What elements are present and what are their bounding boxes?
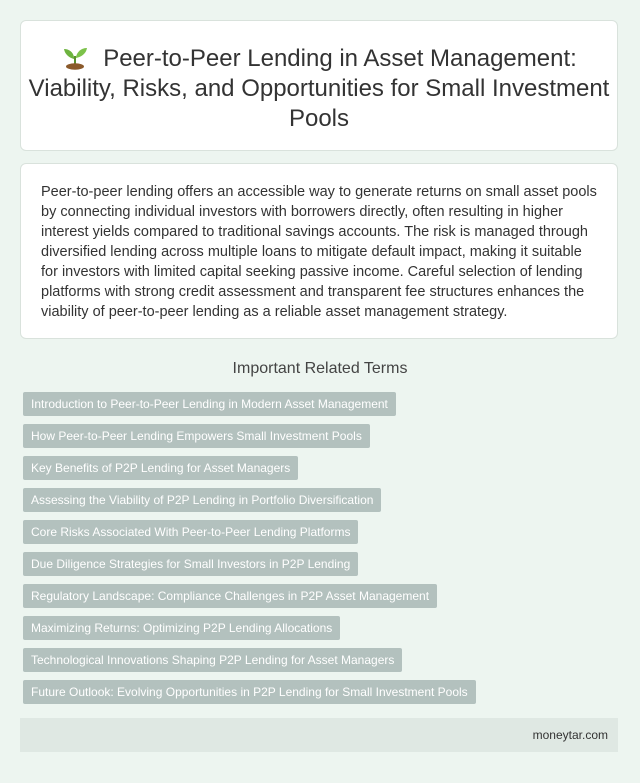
sprout-icon: [61, 44, 89, 70]
related-term-link[interactable]: Core Risks Associated With Peer-to-Peer Lending Platforms: [23, 520, 358, 544]
related-terms-list: [23, 392, 613, 712]
title-card: [20, 20, 618, 151]
related-term-link[interactable]: Technological Innovations Shaping P2P Lending for Asset Managers: [23, 648, 402, 672]
related-term-link[interactable]: Regulatory Landscape: Compliance Challenges in P2P Asset Management: [23, 584, 437, 608]
related-term-link[interactable]: Maximizing Returns: Optimizing P2P Lending Allocations: [23, 616, 340, 640]
related-term-link[interactable]: Key Benefits of P2P Lending for Asset Managers: [23, 456, 298, 480]
summary-card: [20, 163, 618, 339]
related-term-link[interactable]: How Peer-to-Peer Lending Empowers Small Investment Pools: [23, 424, 370, 448]
related-term-link[interactable]: Future Outlook: Evolving Opportunities in P2P Lending for Small Investment Pools: [23, 680, 476, 704]
page-title-container: [21, 44, 617, 134]
related-term-link[interactable]: Introduction to Peer-to-Peer Lending in Modern Asset Management: [23, 392, 396, 416]
related-term-link[interactable]: Assessing the Viability of P2P Lending in Portfolio Diversification: [23, 488, 381, 512]
footer-site-link[interactable]: moneytar.com: [532, 728, 608, 742]
related-terms-heading: Important Related Terms: [232, 360, 408, 377]
page-title: Peer-to-Peer Lending in Asset Management: Viability, Risks, and Opportunities for Small Investment Pools: [28, 45, 610, 132]
footer-bar: [20, 718, 618, 752]
related-term-link[interactable]: Due Diligence Strategies for Small Investors in P2P Lending: [23, 552, 358, 576]
summary-text: Peer-to-peer lending offers an accessible way to generate returns on small asset pools by connecting individual investors with borrowers directly, often resulting in higher interest yields compared to traditional savings accounts. The risk is managed through diversified lending across multiple loans to mitigate default impact, making it suitable for investors with limited capital seeking passive income. Careful selection of lending platforms with strong credit assessment and transparent fee structures enhances the viability of peer-to-peer lending as a reliable asset management strategy.: [41, 184, 597, 320]
